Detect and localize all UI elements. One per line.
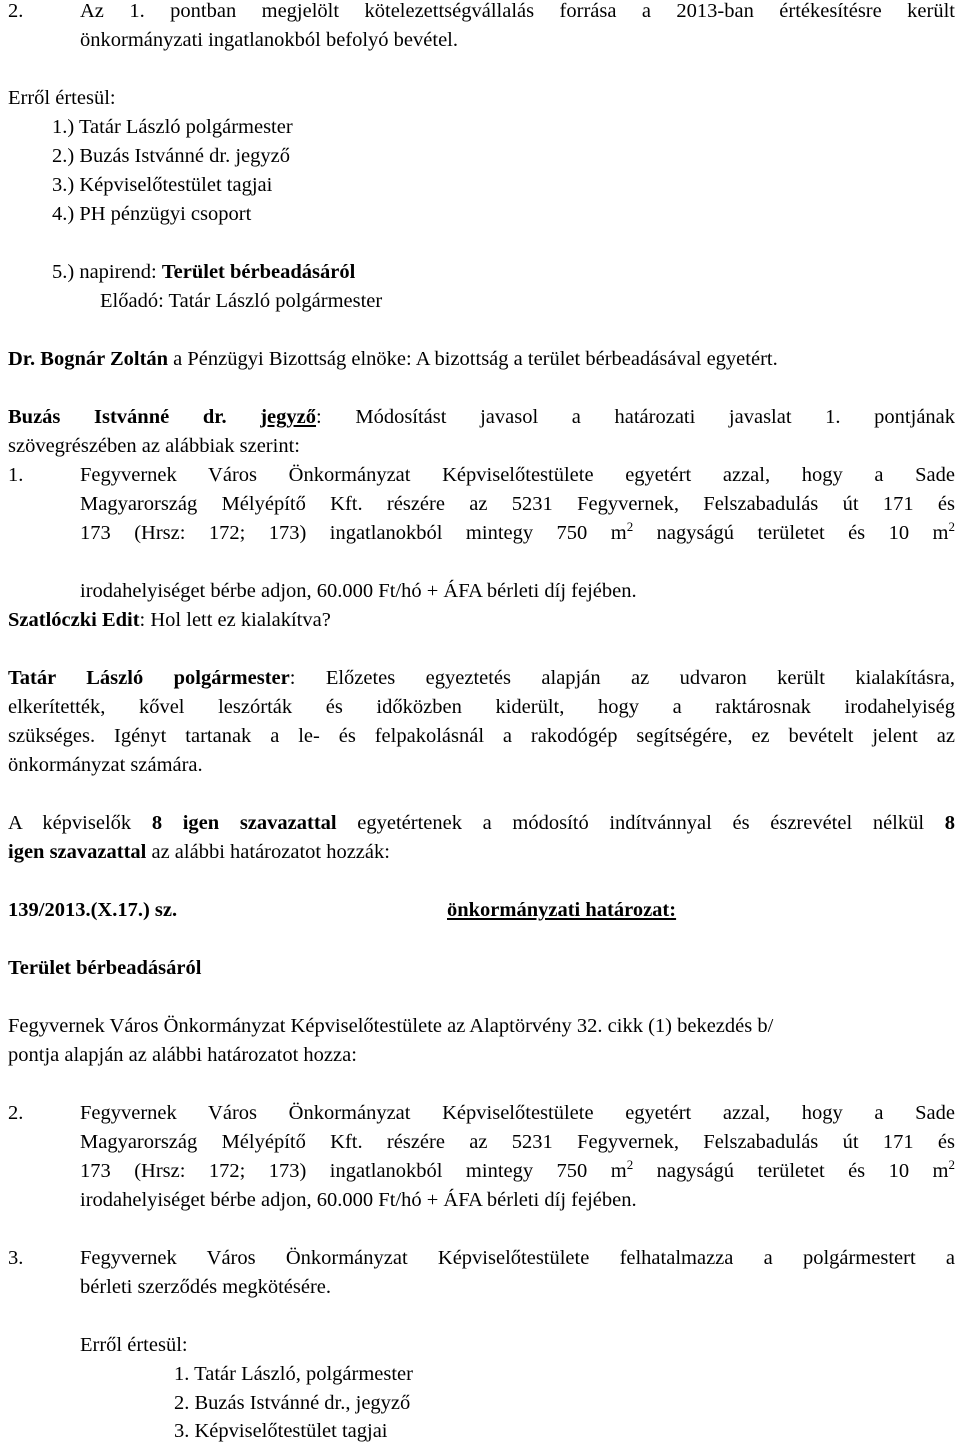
speaker-name: Tatár László polgármester [8, 667, 290, 689]
resolution-item-2-line-3: 173 (Hrsz: 172; 173) ingatlanokból mintegy 750 $m^2$ nagyságú területet és 10 $m^2$ [80, 1157, 955, 1182]
paragraph-buzas-line-1: Buzás Istvánné dr. jegyző: Módosítást javasol a határozati javaslat 1. pontjának [8, 406, 956, 428]
paragraph-szatloczki: Szatlóczki Edit: Hol lett ez kialakítva? [8, 609, 331, 631]
resolution-item-3-line-1: Fegyvernek Város Önkormányzat Képviselőtestülete felhatalmazza a polgármestert a [80, 1247, 955, 1269]
speaker-name: Buzás Istvánné dr. [8, 406, 227, 428]
paragraph-tatar-line-4: önkormányzat számára. [8, 754, 203, 776]
amendment-line-3: 173 (Hrsz: 172; 173) ingatlanokból mintegy 750 $m^2$ nagyságú területet és 10 $m^2$ [80, 519, 955, 544]
paragraph-bognar: Dr. Bognár Zoltán a Pénzügyi Bizottság elnöke: A bizottság a terület bérbeadásával egyetért. [8, 348, 778, 370]
agenda-presenter: Előadó: Tatár László polgármester [100, 290, 383, 312]
paragraph-tatar-line-3: szükséges. Igényt tartanak a le- és felpakolásnál a rakodógép segítségére, ez bevételt jelent az [8, 725, 955, 747]
notice-item: 3.) Képviselőtestület tagjai [52, 174, 273, 196]
resolution-preamble-line-2: pontja alapján az alábbi határozatot hozza: [8, 1044, 357, 1066]
notice-item: 2.) Buzás Istvánné dr. jegyző [52, 145, 290, 167]
vote-line-2: igen szavazattal az alábbi határozatot hozzák: [8, 841, 390, 863]
resolution-subject: Terület bérbeadásáról [8, 957, 202, 979]
paragraph-buzas-line-2: szövegrészében az alábbiak szerint: [8, 435, 300, 457]
resolution-item-number: 2. [8, 1102, 24, 1124]
agenda-title: 5.) napirend: Terület bérbeadásáról [52, 261, 356, 283]
notice-item: 1.) Tatár László polgármester [52, 116, 293, 138]
notice-heading: Erről értesül: [80, 1334, 188, 1356]
speaker-role: jegyző [260, 406, 317, 428]
item-2-line-1: Az 1. pontban megjelölt kötelezettségvállalás forrása a 2013-ban értékesítésre került [80, 0, 955, 22]
resolution-number: 139/2013.(X.17.) sz. [8, 899, 178, 921]
resolution-type: önkormányzati határozat: [447, 899, 677, 921]
notice-item: 3. Képviselőtestület tagjai [174, 1420, 388, 1442]
notice-item: 4.) PH pénzügyi csoport [52, 203, 252, 225]
paragraph-tatar-line-1: Tatár László polgármester: Előzetes egyeztetés alapján az udvaron került kialakításra, [8, 667, 955, 689]
amendment-number: 1. [8, 464, 24, 486]
item-2-number: 2. [8, 0, 24, 22]
speaker-name: Dr. Bognár Zoltán [8, 348, 169, 370]
resolution-item-2-line-4: irodahelyiséget bérbe adjon, 60.000 Ft/hó + ÁFA bérleti díj fejében. [80, 1189, 637, 1211]
resolution-item-number: 3. [8, 1247, 24, 1269]
notice-item: 1. Tatár László, polgármester [174, 1363, 413, 1385]
amendment-line-1: Fegyvernek Város Önkormányzat Képviselőtestülete egyetért azzal, hogy a Sade [80, 464, 955, 486]
resolution-preamble-line-1: Fegyvernek Város Önkormányzat Képviselőtestülete az Alaptörvény 32. cikk (1) bekezdés b/ [8, 1015, 774, 1037]
item-2-line-2: önkormányzati ingatlanokból befolyó bevétel. [80, 29, 458, 51]
notice-item: 2. Buzás Istvánné dr., jegyző [174, 1392, 411, 1414]
paragraph-tatar-line-2: elkerítették, kővel leszórták és időközben kiderült, hogy a raktárosnak irodahelyiség [8, 696, 955, 718]
notice-heading: Erről értesül: [8, 87, 116, 109]
amendment-line-4: irodahelyiséget bérbe adjon, 60.000 Ft/hó + ÁFA bérleti díj fejében. [80, 580, 637, 602]
resolution-item-2-line-1: Fegyvernek Város Önkormányzat Képviselőtestülete egyetért azzal, hogy a Sade [80, 1102, 955, 1124]
resolution-item-2-line-2: Magyarország Mélyépítő Kft. részére az 5231 Fegyvernek, Felszabadulás út 171 és [80, 1131, 955, 1153]
resolution-item-3-line-2: bérleti szerződés megkötésére. [80, 1276, 332, 1298]
vote-line-1: A képviselők 8 igen szavazattal egyetértenek a módosító indítvánnyal és észrevétel nélkül 8 [8, 812, 955, 834]
speaker-name: Szatlóczki Edit [8, 609, 140, 631]
amendment-line-2: Magyarország Mélyépítő Kft. részére az 5231 Fegyvernek, Felszabadulás út 171 és [80, 493, 955, 515]
